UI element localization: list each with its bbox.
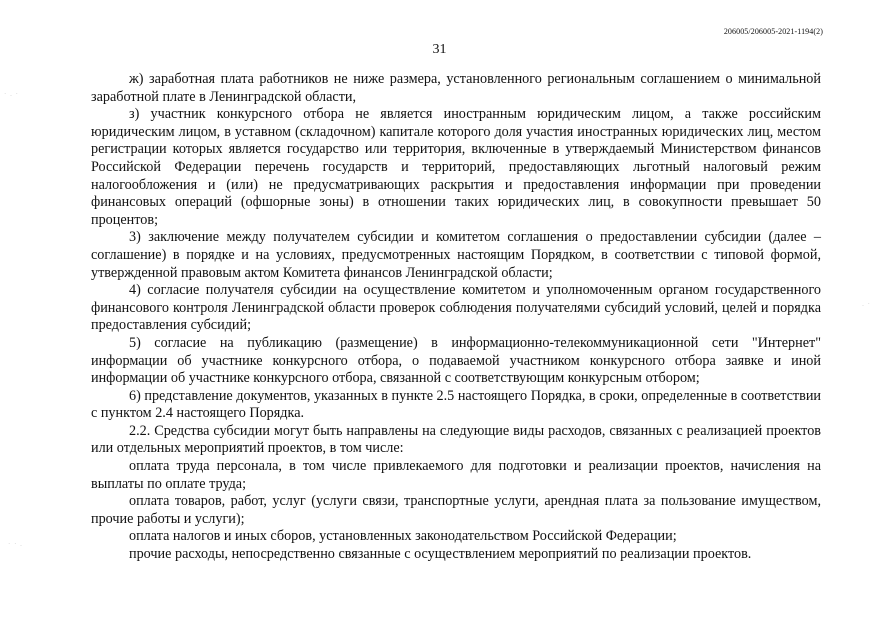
paragraph-2-2: 2.2. Средства субсидии могут быть направлены на следующие виды расходов, связанных с реализацией проектов или отдельных мероприятий проектов, в том числе: bbox=[91, 422, 821, 457]
paragraph-6: 6) представление документов, указанных в пункте 2.5 настоящего Порядка, в сроки, определенные в соответствии с пунктом 2.4 настоящего Порядка. bbox=[91, 387, 822, 422]
scan-artifact: · . · bbox=[4, 90, 19, 98]
paragraph-z: з) участник конкурсного отбора не является иностранным юридическим лицом, а также российским юридическим лицом, в уставном (складочном) капитале которого доля участия иностранных юридических лиц, местом регистрации которых является государство или территория, включенные в утверждаемый Министерством финансов Российской Федерации перечень государств и территорий, предоставляющих льготный налоговый режим налогообложения и (или) не предусматривающих раскрытия и предоставления информации при проведении финансовых операций (офшорные зоны) в отношении таких юридических лиц, в совокупности превышает 50 процентов; bbox=[91, 106, 821, 228]
paragraph-4: 4) согласие получателя субсидии на осуществление комитетом и уполномоченным органом государственного финансового контроля Ленинградской области проверок соблюдения получателями субсидий условий, целей и порядка предоставления субсидий; bbox=[91, 282, 821, 334]
scan-artifact: · · . bbox=[8, 540, 23, 548]
document-body bbox=[91, 71, 821, 564]
page-number: 31 bbox=[432, 42, 447, 57]
paragraph-zh: ж) заработная плата работников не ниже размера, установленного региональным соглашением о минимальной заработной плате в Ленинградской области, bbox=[91, 71, 821, 105]
paragraph-5: 5) согласие на публикацию (размещение) в информационно-телекоммуникационной сети "Интернет" информации об участнике конкурсного отбора, о подаваемой участником конкурсного отбора заявке и иной информации об участнике конкурсного отбора, связанной с соответствующим конкурсным отбором; bbox=[91, 334, 821, 387]
expense-item-labor: оплата труда персонала, в том числе привлекаемого для подготовки и реализации проектов, начисления на выплаты по оплате труда; bbox=[91, 458, 821, 492]
expense-item-goods: оплата товаров, работ, услуг (услуги связи, транспортные услуги, арендная плата за пользование имуществом, прочие работы и услуги); bbox=[91, 493, 821, 527]
expense-item-other: прочие расходы, непосредственно связанные с осуществлением мероприятий по реализации проектов. bbox=[129, 546, 752, 563]
document-code: 206005/206005-2021-1194(2) bbox=[723, 27, 823, 36]
paragraph-3: 3) заключение между получателем субсидии и комитетом соглашения о предоставлении субсидии (далее – соглашение) в порядке и на условиях, предусмотренных настоящим Порядком, в соответствии с типовой формой, утвержденной правовым актом Комитета финансов Ленинградской области; bbox=[91, 229, 821, 281]
scan-artifact: . · bbox=[862, 300, 871, 308]
expense-item-taxes: оплата налогов и иных сборов, установленных законодательством Российской Федерации; bbox=[129, 528, 677, 545]
